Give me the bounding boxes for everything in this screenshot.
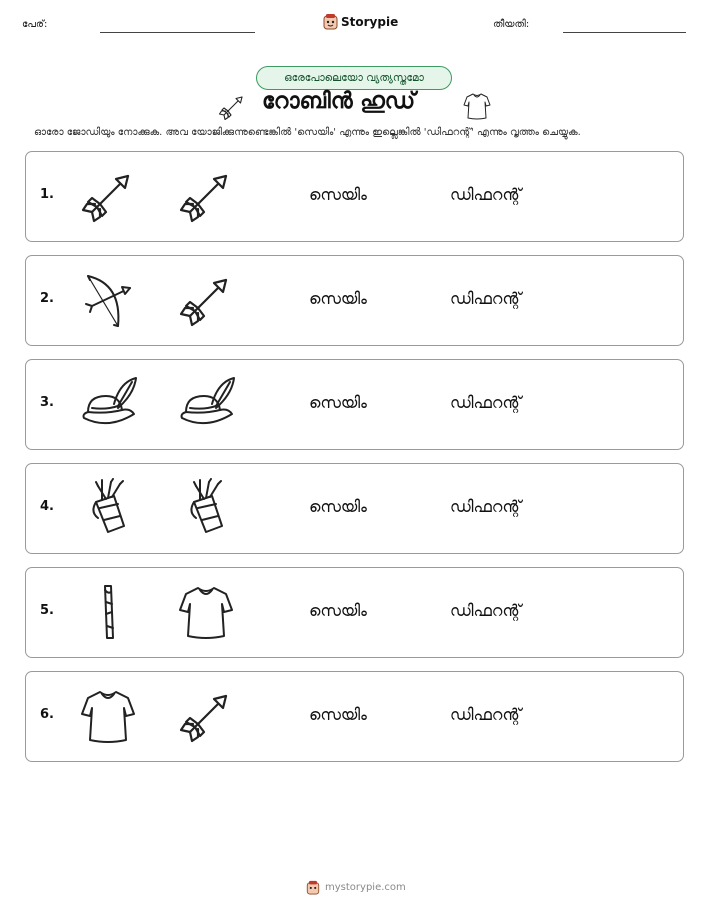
question-number: 3.: [40, 395, 54, 410]
same-option[interactable]: സെയിം: [309, 705, 367, 724]
different-option[interactable]: ഡിഫറന്റ്: [450, 289, 522, 308]
same-option[interactable]: സെയിം: [309, 185, 367, 204]
storypie-mascot-icon: [323, 13, 338, 30]
tunic-icon: [176, 582, 236, 642]
arrow-icon: [176, 166, 236, 226]
different-option[interactable]: ഡിഫറന്റ്: [450, 497, 522, 516]
bow-icon: [78, 270, 138, 330]
footer: [306, 880, 406, 895]
page-title: റോബിൻ ഹുഡ്: [262, 89, 416, 114]
quiver-icon: [176, 478, 236, 538]
different-option[interactable]: ഡിഫറന്റ്: [450, 185, 522, 204]
different-option[interactable]: ഡിഫറന്റ്: [450, 705, 522, 724]
brand-name: Storypie: [341, 14, 399, 29]
question-number: 6.: [40, 707, 54, 722]
arrow-icon: [176, 686, 236, 746]
worksheet-type-badge: [256, 66, 452, 90]
name-line[interactable]: [100, 32, 255, 33]
hat-icon: [78, 374, 138, 434]
brand-logo: [323, 13, 398, 30]
question-row: [25, 671, 684, 762]
question-row: [25, 359, 684, 450]
question-number: 2.: [40, 291, 54, 306]
hat-icon: [176, 374, 236, 434]
question-number: 4.: [40, 499, 54, 514]
arrow-icon: [217, 92, 247, 122]
question-row: [25, 463, 684, 554]
date-line[interactable]: [563, 32, 686, 33]
different-option[interactable]: ഡിഫറന്റ്: [450, 393, 522, 412]
arrow-icon: [78, 166, 138, 226]
question-number: 5.: [40, 603, 54, 618]
tunic-icon: [462, 90, 492, 122]
question-row: [25, 255, 684, 346]
same-option[interactable]: സെയിം: [309, 393, 367, 412]
different-option[interactable]: ഡിഫറന്റ്: [450, 601, 522, 620]
badge-label: ഒരേപോലെയോ വ്യത്യസ്തമോ: [284, 71, 424, 84]
footer-url[interactable]: mystorypie.com: [325, 882, 406, 893]
storypie-mascot-icon: [306, 880, 320, 895]
same-option[interactable]: സെയിം: [309, 601, 367, 620]
date-label: തീയതി:: [493, 19, 530, 30]
question-row: [25, 567, 684, 658]
staff-icon: [78, 582, 138, 642]
tunic-icon: [78, 686, 138, 746]
quiver-icon: [78, 478, 138, 538]
same-option[interactable]: സെയിം: [309, 497, 367, 516]
question-number: 1.: [40, 187, 54, 202]
arrow-icon: [176, 270, 236, 330]
name-label: പേര്:: [22, 19, 48, 30]
same-option[interactable]: സെയിം: [309, 289, 367, 308]
question-row: [25, 151, 684, 242]
instructions: ഓരോ ജോഡിയും നോക്കുക. അവ യോജിക്കുന്നുണ്ടെങ്കിൽ 'സെയിം' എന്നും ഇല്ലെങ്കിൽ 'ഡിഫറന്റ്' എന്നും വൃത്തം ചെയ്യുക.: [34, 127, 581, 138]
